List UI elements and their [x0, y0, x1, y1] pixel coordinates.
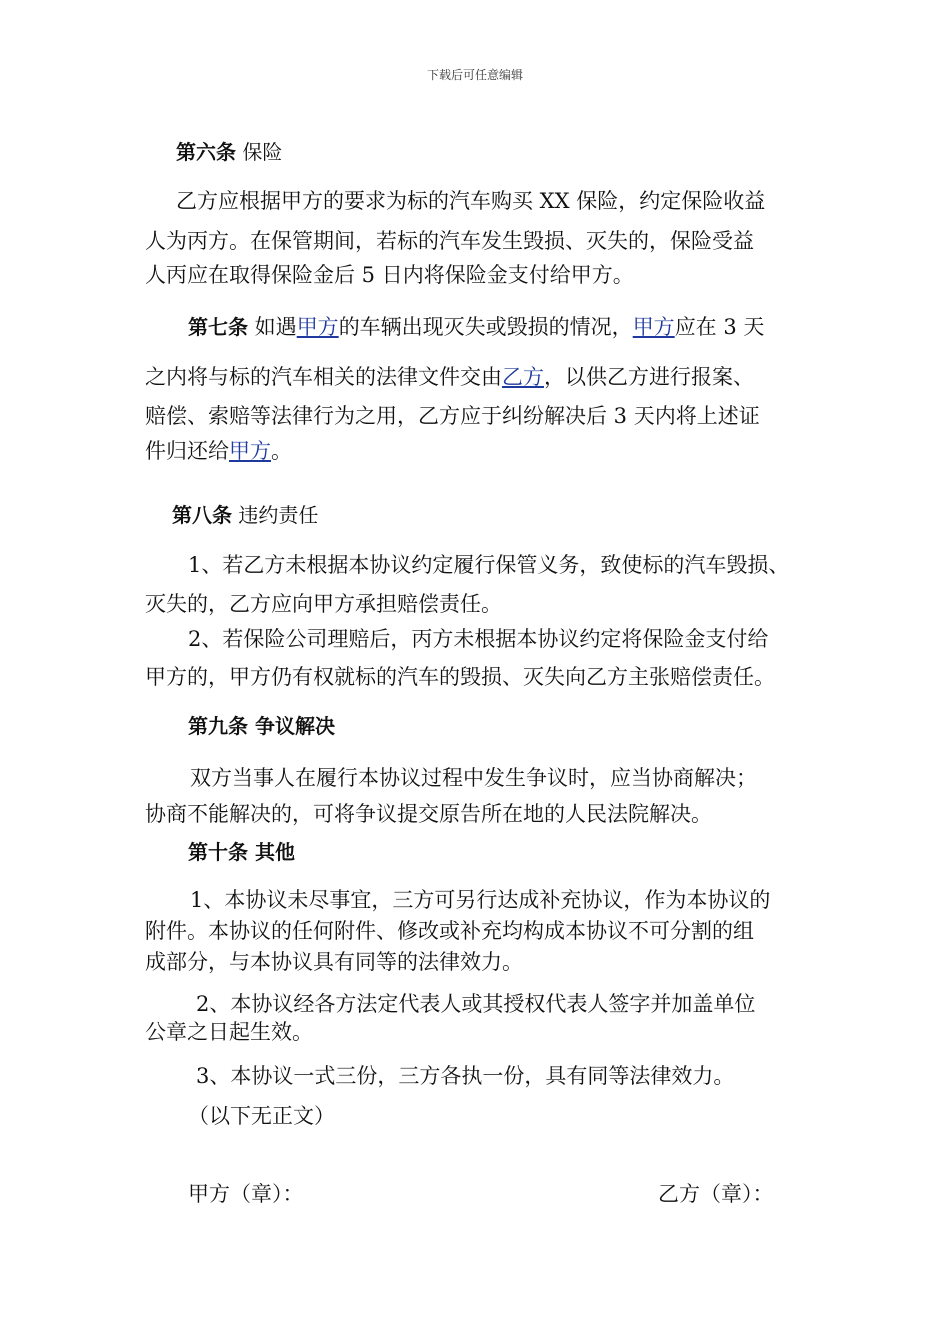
- page-header: 下载后可任意编辑: [426, 68, 523, 82]
- article-7-label: 第七条: [188, 315, 248, 339]
- article-6-label: 第六条: [176, 140, 236, 164]
- article-7-line-4: [145, 438, 292, 464]
- article-8-p1-line-2: 灭失的，乙方应向甲方承担赔偿责任。: [145, 592, 502, 616]
- article-9-line-1: 双方当事人在履行本协议过程中发生争议时，应当协商解决；: [190, 766, 757, 790]
- party-b-signature: 乙方（章）：: [658, 1182, 774, 1206]
- article-6-title: 保险: [236, 140, 283, 164]
- article-7-line-2: [145, 364, 754, 390]
- article-10-p3: 3、本协议一式三份，三方各执一份，具有同等法律效力。: [196, 1064, 735, 1088]
- article-7-line-1: [188, 314, 764, 340]
- article-6-line-3: 人丙应在取得保险金后 5 日内将保险金支付给甲方。: [145, 263, 634, 287]
- article-6-heading: [176, 139, 282, 165]
- article-9-line-2: 协商不能解决的，可将争议提交原告所在地的人民法院解决。: [145, 802, 712, 826]
- article-10-p2-line-1: 2、本协议经各方法定代表人或其授权代表人签字并加盖单位: [196, 992, 756, 1016]
- article-9-label: 第九条: [188, 714, 248, 738]
- article-10-heading: [188, 839, 295, 865]
- article-8-heading: [172, 502, 318, 528]
- article-6-line-2: 人为丙方。在保管期间，若标的汽车发生毁损、灭失的，保险受益: [145, 229, 754, 253]
- article-10-p1-line-3: 成部分，与本协议具有同等的法律效力。: [145, 950, 523, 974]
- article-10-p2-line-2: 公章之日起生效。: [145, 1020, 313, 1044]
- article-6-line-1: 乙方应根据甲方的要求为标的汽车购买 XX 保险，约定保险收益: [176, 189, 766, 213]
- party-a-link-2[interactable]: 甲方: [632, 315, 675, 339]
- article-9-title: 争议解决: [248, 714, 335, 738]
- article-7-line-3: 赔偿、索赔等法律行为之用，乙方应于纠纷解决后 3 天内将上述证: [145, 404, 760, 428]
- party-a-link-1[interactable]: 甲方: [296, 315, 339, 339]
- article-8-p2-line-2: 甲方的，甲方仍有权就标的汽车的毁损、灭失向乙方主张赔偿责任。: [145, 665, 775, 689]
- article-7-text-3: 应在 3 天: [674, 315, 765, 339]
- article-7-text-1: 如遇: [248, 315, 297, 339]
- article-10-p1-line-1: 1、本协议未尽事宜，三方可另行达成补充协议，作为本协议的: [190, 888, 771, 912]
- no-further-text-note: （以下无正文）: [188, 1104, 335, 1128]
- article-7-text-2: 的车辆出现灭失或毁损的情况，: [338, 315, 633, 339]
- article-8-title: 违约责任: [232, 503, 319, 527]
- article-8-label: 第八条: [172, 503, 232, 527]
- article-7-text-6: 件归还给: [145, 439, 229, 463]
- party-b-link[interactable]: 乙方: [502, 365, 544, 389]
- article-7-text-5: ，以供乙方进行报案、: [544, 365, 754, 389]
- article-9-heading: [188, 713, 335, 739]
- party-a-link-3[interactable]: 甲方: [229, 439, 271, 463]
- article-10-p1-line-2: 附件。本协议的任何附件、修改或补充均构成本协议不可分割的组: [145, 919, 754, 943]
- party-a-signature: 甲方（章）：: [188, 1182, 304, 1206]
- article-8-p1-line-1: 1、若乙方未根据本协议约定履行保管义务，致使标的汽车毁损、: [188, 553, 790, 577]
- article-7-text-7: 。: [271, 439, 292, 463]
- article-10-title: 其他: [248, 840, 295, 864]
- article-10-label: 第十条: [188, 840, 248, 864]
- article-8-p2-line-1: 2、若保险公司理赔后，丙方未根据本协议约定将保险金支付给: [188, 627, 769, 651]
- article-7-text-4: 之内将与标的汽车相关的法律文件交由: [145, 365, 502, 389]
